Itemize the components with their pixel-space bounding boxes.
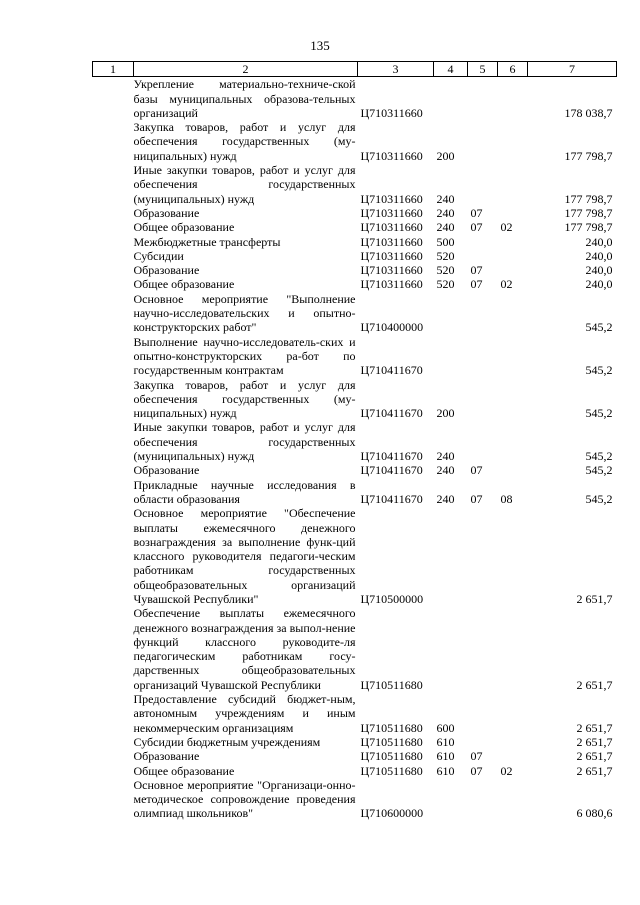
row-section: [468, 163, 498, 206]
row-subsection: 02: [500, 220, 513, 235]
row-amount: 177 798,7: [564, 191, 613, 206]
row-subsection: [498, 120, 528, 163]
row-spacer: [93, 420, 134, 463]
row-name: Закупка товаров, работ и услуг для обеспечения государственных (му-ниципальных) нужд: [133, 120, 356, 163]
row-subsection: [498, 163, 528, 206]
row-spacer: [93, 778, 134, 821]
row-name: Образование: [133, 205, 200, 220]
row-subsection: [498, 606, 528, 692]
row-target-code: Ц710311660: [360, 205, 423, 220]
row-target-code: Ц710400000: [360, 320, 424, 335]
row-amount: 177 798,7: [564, 220, 613, 235]
row-subsection: 02: [500, 277, 513, 292]
row-expense-group: [434, 292, 468, 335]
row-section: 07: [470, 763, 483, 778]
row-subsection: 08: [500, 491, 513, 506]
header-col-4: 4: [434, 62, 468, 77]
row-section: [468, 378, 498, 421]
row-spacer: [93, 478, 134, 507]
row-target-code: Ц710511680: [360, 720, 423, 735]
row-subsection: [498, 378, 528, 421]
header-col-6: 6: [498, 62, 528, 77]
row-name: Субсидии: [133, 248, 184, 263]
row-name: Межбюджетные трансферты: [133, 234, 281, 249]
row-subsection: [498, 206, 528, 220]
row-amount: 2 651,7: [576, 749, 613, 764]
row-section: 07: [470, 463, 483, 478]
row-target-code: Ц710411670: [360, 449, 423, 464]
table-body: [93, 77, 617, 821]
row-amount: 545,2: [585, 320, 613, 335]
row-name: Общее образование: [133, 277, 235, 292]
table-row: [93, 249, 617, 263]
row-subsection: [498, 735, 528, 749]
header-col-2: 2: [134, 62, 358, 77]
row-spacer: [93, 77, 134, 120]
row-spacer: [93, 749, 134, 763]
row-name: Выполнение научно-исследователь-ских и опытно-конструкторских ра-бот по государственным контрактам: [133, 334, 356, 378]
row-target-code: Ц710411670: [360, 463, 423, 478]
row-section: [468, 335, 498, 378]
row-name: Образование: [133, 463, 200, 478]
row-target-code: Ц710411670: [360, 491, 423, 506]
row-name: Субсидии бюджетным учреждениям: [133, 734, 321, 749]
row-expense-group: [434, 506, 468, 606]
row-amount: 545,2: [585, 463, 613, 478]
row-target-code: Ц710511680: [360, 763, 423, 778]
row-subsection: [498, 463, 528, 477]
page-number: 135: [310, 38, 330, 53]
row-target-code: Ц710311660: [360, 105, 423, 120]
row-expense-group: 240: [436, 220, 455, 235]
row-name: Иные закупки товаров, работ и услуг для обеспечения государственных (муниципальных) нужд: [133, 420, 356, 464]
row-amount: 2 651,7: [576, 720, 613, 735]
row-section: [468, 235, 498, 249]
table-row: [93, 764, 617, 778]
row-spacer: [93, 692, 134, 735]
table-row: [93, 749, 617, 763]
row-amount: 2 651,7: [576, 677, 613, 692]
row-section: [468, 735, 498, 749]
row-expense-group: [434, 606, 468, 692]
row-name: Прикладные научные исследования в области образования: [133, 477, 356, 506]
row-spacer: [93, 206, 134, 220]
row-subsection: [498, 263, 528, 277]
table-row: [93, 163, 617, 206]
row-target-code: Ц710511680: [360, 677, 423, 692]
row-amount: 2 651,7: [576, 763, 613, 778]
row-section: 07: [470, 491, 483, 506]
row-amount: 545,2: [585, 406, 613, 421]
row-expense-group: 610: [436, 763, 455, 778]
table-row: [93, 478, 617, 507]
row-name: Общее образование: [133, 763, 235, 778]
row-spacer: [93, 277, 134, 291]
row-section: [468, 77, 498, 120]
row-name: Основное мероприятие "Обеспечение выплаты ежемесячного денежного вознаграждения за выполнение функ-ций классного руководителя педагоги-ческим работникам государственных общеобразовательных организаций Чувашской Республики": [133, 506, 356, 606]
table-row: [93, 378, 617, 421]
row-name: Основное мероприятие "Выполнение научно-исследовательских и опытно-конструкторских работ": [133, 291, 356, 335]
row-amount: 240,0: [585, 248, 613, 263]
row-amount: 2 651,7: [576, 591, 613, 606]
row-section: [468, 120, 498, 163]
row-expense-group: 240: [436, 449, 455, 464]
row-amount: 545,2: [585, 449, 613, 464]
row-target-code: Ц710311660: [360, 191, 423, 206]
row-subsection: [498, 778, 528, 821]
row-expense-group: 520: [436, 277, 455, 292]
table-row: [93, 292, 617, 335]
header-row: [93, 62, 617, 77]
table-row: [93, 277, 617, 291]
row-expense-group: [434, 335, 468, 378]
row-spacer: [93, 506, 134, 606]
table-row: [93, 778, 617, 821]
row-expense-group: 240: [436, 205, 455, 220]
table-row: [93, 263, 617, 277]
row-spacer: [93, 120, 134, 163]
row-amount: 240,0: [585, 263, 613, 278]
row-section: 07: [470, 220, 483, 235]
row-subsection: [498, 506, 528, 606]
row-expense-group: 520: [436, 263, 455, 278]
row-name: Закупка товаров, работ и услуг для обеспечения государственных (му-ниципальных) нужд: [133, 377, 356, 421]
row-name: Общее образование: [133, 220, 235, 235]
row-amount: 177 798,7: [564, 205, 613, 220]
row-target-code: Ц710311660: [360, 277, 423, 292]
table-row: [93, 206, 617, 220]
row-target-code: Ц710311660: [360, 248, 423, 263]
row-expense-group: 500: [436, 234, 455, 249]
row-spacer: [93, 735, 134, 749]
row-subsection: [498, 235, 528, 249]
row-subsection: 02: [500, 763, 513, 778]
row-section: [468, 292, 498, 335]
row-section: 07: [470, 205, 483, 220]
table-row: [93, 506, 617, 606]
table-row: [93, 420, 617, 463]
row-section: 07: [470, 263, 483, 278]
header-col-5: 5: [468, 62, 498, 77]
table-row: [93, 606, 617, 692]
row-subsection: [498, 749, 528, 763]
header-col-3: 3: [358, 62, 434, 77]
row-name: Предоставление субсидий бюджет-ным, автономным учреждениям и иным некоммерческим организациям: [133, 692, 356, 735]
row-section: [468, 420, 498, 463]
row-subsection: [498, 77, 528, 120]
table-row: [93, 235, 617, 249]
row-spacer: [93, 220, 134, 234]
row-subsection: [498, 420, 528, 463]
row-spacer: [93, 163, 134, 206]
row-expense-group: 610: [436, 749, 455, 764]
row-amount: 178 038,7: [564, 105, 613, 120]
row-expense-group: 240: [436, 491, 455, 506]
row-amount: 545,2: [585, 363, 613, 378]
row-subsection: [498, 335, 528, 378]
row-name: Укрепление материально-техниче-ской базы муниципальных образова-тельных организаций: [133, 77, 356, 120]
row-target-code: Ц710511680: [360, 734, 423, 749]
row-target-code: Ц710600000: [360, 806, 424, 821]
row-section: [468, 506, 498, 606]
row-name: Основное мероприятие "Организаци-онно-методическое сопровождение проведения олимпиад школьников": [133, 777, 356, 821]
row-expense-group: 240: [436, 191, 455, 206]
row-name: Обеспечение выплаты ежемесячного денежного вознаграждения за выпол-нение функций классного руководите-ля педагогическим работникам госу-дарственных общеобразовательных организаций Чувашской Республики: [133, 606, 356, 692]
table-row: [93, 692, 617, 735]
row-amount: 240,0: [585, 234, 613, 249]
header-col-7: 7: [528, 62, 617, 77]
row-expense-group: 200: [436, 148, 455, 163]
row-spacer: [93, 335, 134, 378]
row-subsection: [498, 292, 528, 335]
row-spacer: [93, 463, 134, 477]
row-name: Иные закупки товаров, работ и услуг для обеспечения государственных (муниципальных) нужд: [133, 163, 356, 206]
row-amount: 177 798,7: [564, 148, 613, 163]
row-target-code: Ц710500000: [360, 591, 424, 606]
table-row: [93, 735, 617, 749]
row-section: [468, 249, 498, 263]
row-name: Образование: [133, 749, 200, 764]
row-amount: 6 080,6: [576, 806, 613, 821]
row-target-code: Ц710311660: [360, 234, 423, 249]
row-expense-group: 240: [436, 463, 455, 478]
row-spacer: [93, 235, 134, 249]
row-spacer: [93, 249, 134, 263]
row-target-code: Ц710411670: [360, 363, 423, 378]
row-section: [468, 692, 498, 735]
row-spacer: [93, 606, 134, 692]
row-expense-group: 200: [436, 406, 455, 421]
table-row: [93, 463, 617, 477]
row-expense-group: 600: [436, 720, 455, 735]
row-amount: 2 651,7: [576, 734, 613, 749]
table-header: [93, 62, 617, 77]
row-target-code: Ц710311660: [360, 263, 423, 278]
row-spacer: [93, 263, 134, 277]
budget-table: [92, 61, 617, 821]
row-subsection: [498, 692, 528, 735]
row-target-code: Ц710411670: [360, 406, 423, 421]
row-target-code: Ц710311660: [360, 220, 423, 235]
row-section: [468, 778, 498, 821]
row-target-code: Ц710511680: [360, 749, 423, 764]
row-spacer: [93, 292, 134, 335]
row-target-code: Ц710311660: [360, 148, 423, 163]
row-expense-group: [434, 77, 468, 120]
row-expense-group: [434, 778, 468, 821]
row-expense-group: 520: [436, 248, 455, 263]
row-section: 07: [470, 277, 483, 292]
table-row: [93, 77, 617, 120]
header-col-1: 1: [93, 62, 134, 77]
row-amount: 545,2: [585, 491, 613, 506]
row-spacer: [93, 764, 134, 778]
row-spacer: [93, 378, 134, 421]
table-row: [93, 335, 617, 378]
row-section: 07: [470, 749, 483, 764]
row-subsection: [498, 249, 528, 263]
row-expense-group: 610: [436, 734, 455, 749]
table-row: [93, 120, 617, 163]
row-section: [468, 606, 498, 692]
row-amount: 240,0: [585, 277, 613, 292]
table-row: [93, 220, 617, 234]
row-name: Образование: [133, 263, 200, 278]
